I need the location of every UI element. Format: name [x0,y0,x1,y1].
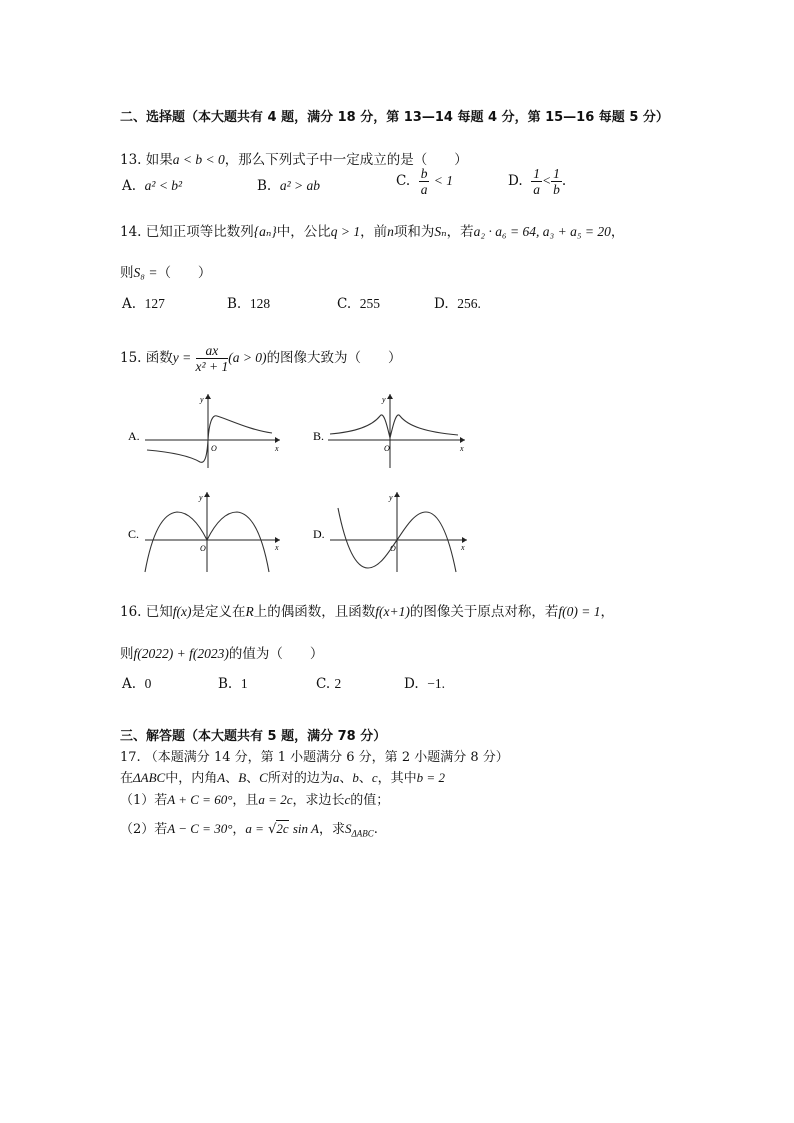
q14-option-b[interactable]: B. 128 [227,296,271,312]
svg-text:O: O [384,444,390,453]
graph-c[interactable] [125,488,285,576]
svg-text:x: x [460,444,464,453]
question-13-stem [120,148,468,168]
question-14-stem: 14. 已知正项等比数列{aₙ}中，公比q > 1，前n项和为Sₙ，若a₂ · a₆ = 64, a₃ + a₅ = 20， [120,224,625,240]
graph-b-curve [330,415,458,438]
question-16-stem: 16. 已知f(x)是定义在R上的偶函数，且函数f(x+1)的图像关于原点对称，若f(0) = 1， [120,604,614,620]
svg-text:x: x [461,543,465,552]
question-17-stem: 在ΔABC中，内角A、B、C所对的边为a、b、c，其中b = 2 [120,770,445,786]
graph-a[interactable] [125,390,285,470]
svg-text:y: y [389,493,393,502]
svg-text:y: y [199,493,203,502]
q13-option-a[interactable]: A. a² < b² [122,178,183,194]
graph-b[interactable] [310,390,470,470]
q13-c-fraction: $\frac{b}{a}$ [420,166,428,197]
graph-a-curve [147,416,272,463]
svg-text:O: O [211,444,217,453]
q14-option-c[interactable]: C. 255 [337,296,380,312]
graph-a-label: A. [128,429,140,443]
question-14-line2: 则S₈ =（ ） [120,265,212,281]
q13-option-c[interactable]: C. $\frac{b}{a}$ < 1 [396,166,454,197]
graph-c-label: C. [128,527,140,541]
question-17-header: 17. （本题满分 14 分，第 1 小题满分 6 分，第 2 小题满分 8 分） [120,750,509,765]
q13-d-fraction-1: $\frac{1}{a}$ [533,166,540,197]
question-17-part-1: （1）若A + C = 60°，且a = 2c，求边长c的值； [120,792,390,808]
q13-d-fraction-2: $\frac{1}{b}$ [553,166,560,197]
graph-d[interactable] [310,488,472,576]
q16-option-d[interactable]: D. −1. [404,676,445,692]
svg-text:x: x [275,543,279,552]
section-2-title: 二、选择题（本大题共有 4 题，满分 18 分，第 13—14 每题 4 分，第 15—16 每题 5 分） [120,110,669,125]
graph-d-label: D. [313,527,325,541]
svg-text:y: y [382,395,386,404]
q15-fraction: $\frac{ax}{\text{x² + 1}}$ [195,343,229,374]
sqrt-symbol: √ [268,822,277,837]
section-3-title: 三、解答题（本大题共有 5 题，满分 78 分） [120,729,387,744]
q16-option-c[interactable]: C. 2 [316,676,342,692]
q13-prefix: 13. 如果 [120,152,173,168]
q14-option-a[interactable]: A. 127 [122,296,165,312]
svg-text:O: O [390,544,396,553]
svg-text:y: y [200,395,204,404]
q16-option-b[interactable]: B. 1 [218,676,248,692]
q13-option-b[interactable]: B. a² > ab [257,178,320,194]
question-15-stem: 15. 函数y = $\frac{ax}{\text{x² + 1}}$ (a > 0)的图像大致为（ ） [120,343,402,374]
svg-text:x: x [275,444,279,453]
svg-text:O: O [200,544,206,553]
q16-option-a[interactable]: A. 0 [122,676,152,692]
q14-option-d[interactable]: D. 256. [434,296,481,312]
q13-condition: a < b < 0 [172,152,225,167]
q13-option-d[interactable]: D. $\frac{1}{a}$ < $\frac{1}{b}$ . [508,166,567,197]
question-17-part-2: （2）若A − C = 30°，a = √2c sin A，求$S_{\Delta ABC}$. [120,821,378,839]
q13-suffix: ，那么下列式子中一定成立的是（ ） [224,152,468,168]
question-16-line2: 则f(2022) + f(2023)的值为（ ） [120,646,324,662]
graph-b-label: B. [313,429,325,443]
